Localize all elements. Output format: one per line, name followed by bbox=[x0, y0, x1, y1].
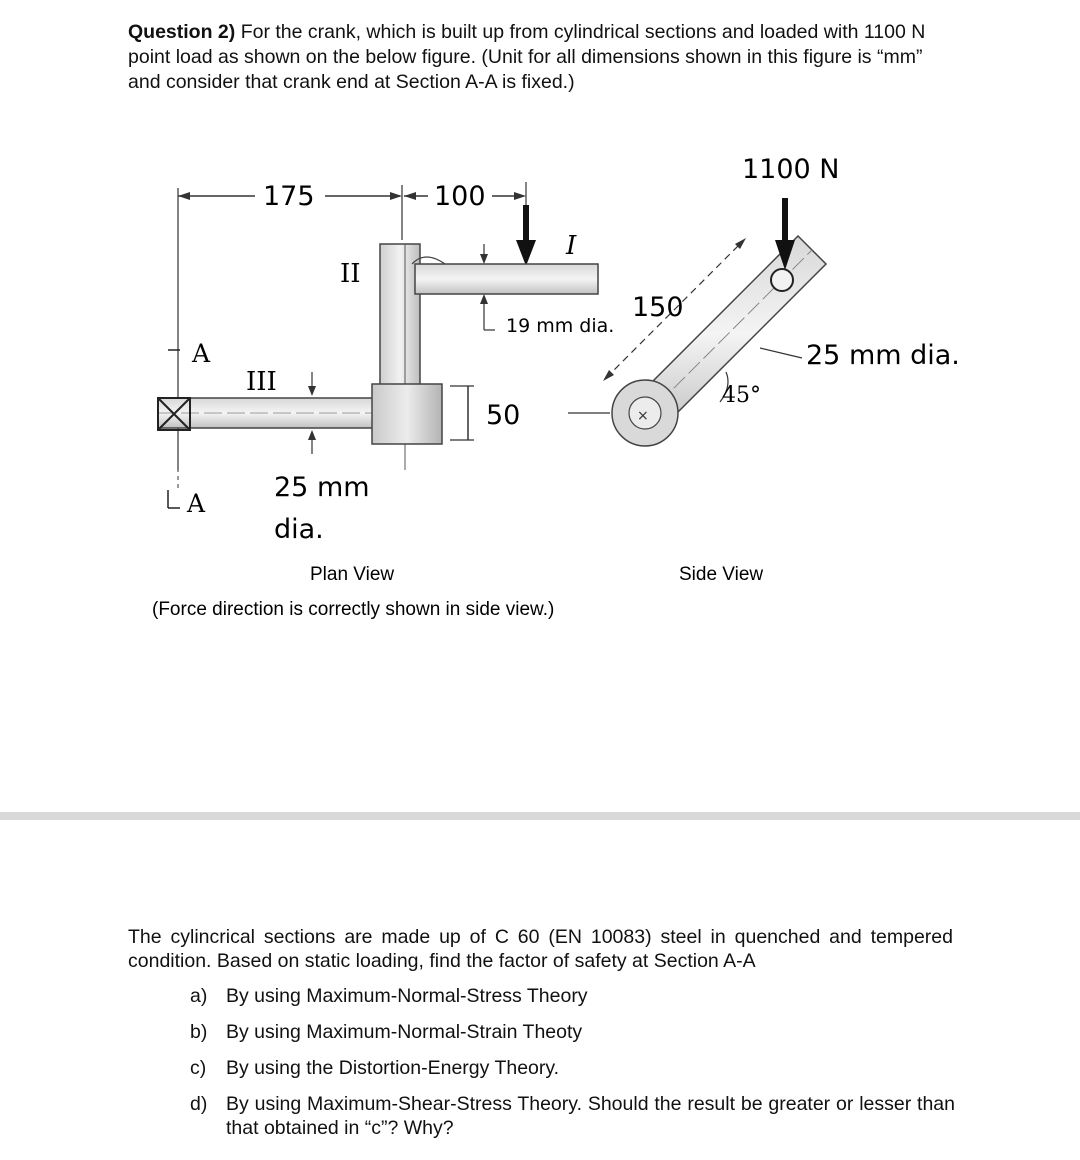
shaft-II bbox=[380, 244, 420, 392]
dim-175-arrow-right bbox=[390, 192, 402, 200]
label-II: II bbox=[340, 259, 361, 289]
question-body: The cylincrical sections are made up of C 60 (EN 10083) steel in quenched and tempered condition. Based on static loading, find the factor of safety at Section A-A bbox=[128, 926, 953, 972]
label-I: I bbox=[566, 231, 577, 261]
dim-175-arrow-left bbox=[178, 192, 190, 200]
angle-label: 45° bbox=[722, 383, 761, 408]
section-A-top: A bbox=[192, 339, 211, 368]
part-b-label: b) bbox=[190, 1021, 208, 1043]
dia-19-label: 19 mm dia. bbox=[506, 315, 615, 337]
dim-150-label: 150 bbox=[632, 292, 684, 323]
part-b bbox=[190, 1020, 955, 1044]
dia-25-label-line1: 25 mm bbox=[274, 472, 370, 503]
part-b-text: By using Maximum-Normal-Strain Theoty bbox=[226, 1021, 583, 1043]
plan-view-caption: Plan View bbox=[310, 564, 395, 585]
question-number: Question 2) bbox=[128, 21, 236, 43]
side-view-caption: Side View bbox=[679, 564, 764, 585]
dim-50-label: 50 bbox=[486, 400, 521, 431]
plan-view bbox=[152, 181, 614, 620]
dia-25-label-line2: dia. bbox=[274, 514, 324, 545]
part-a-label: a) bbox=[190, 985, 208, 1007]
section-divider bbox=[0, 812, 1080, 820]
side-view bbox=[568, 154, 960, 585]
side-dia-25-label: 25 mm dia. bbox=[806, 340, 960, 371]
plan-force-arrow bbox=[516, 240, 536, 266]
section-A-bottom: A bbox=[187, 489, 206, 518]
hub-cross-icon: × bbox=[637, 408, 649, 424]
label-III: III bbox=[246, 367, 277, 397]
part-d-text: By using Maximum-Shear-Stress Theory. Should the result be greater or lesser than that obtained in “c”? Why? bbox=[226, 1093, 955, 1139]
question-parts bbox=[190, 984, 955, 1152]
part-c-label: c) bbox=[190, 1057, 207, 1079]
part-d bbox=[190, 1092, 955, 1140]
part-d-label: d) bbox=[190, 1093, 208, 1115]
part-a bbox=[190, 984, 955, 1008]
dim-100-label: 100 bbox=[434, 181, 486, 212]
load-label: 1100 N bbox=[742, 154, 840, 185]
part-a-text: By using Maximum-Normal-Stress Theory bbox=[226, 985, 588, 1007]
part-c-text: By using the Distortion-Energy Theory. bbox=[226, 1057, 560, 1079]
force-direction-note: (Force direction is correctly shown in side view.) bbox=[152, 599, 555, 620]
dim-100-arrow-right bbox=[514, 192, 526, 200]
question-text: For the crank, which is built up from cylindrical sections and loaded with 1100 N point load as shown on the below figure. (Unit for all dimensions shown in this figure is “mm” and consider that crank end at Section A-A is fixed.) bbox=[128, 21, 926, 93]
load-point bbox=[771, 269, 793, 291]
hub-boss bbox=[372, 384, 442, 444]
part-c bbox=[190, 1056, 955, 1080]
shaft-I bbox=[415, 264, 598, 294]
dim-175-label: 175 bbox=[263, 181, 315, 212]
